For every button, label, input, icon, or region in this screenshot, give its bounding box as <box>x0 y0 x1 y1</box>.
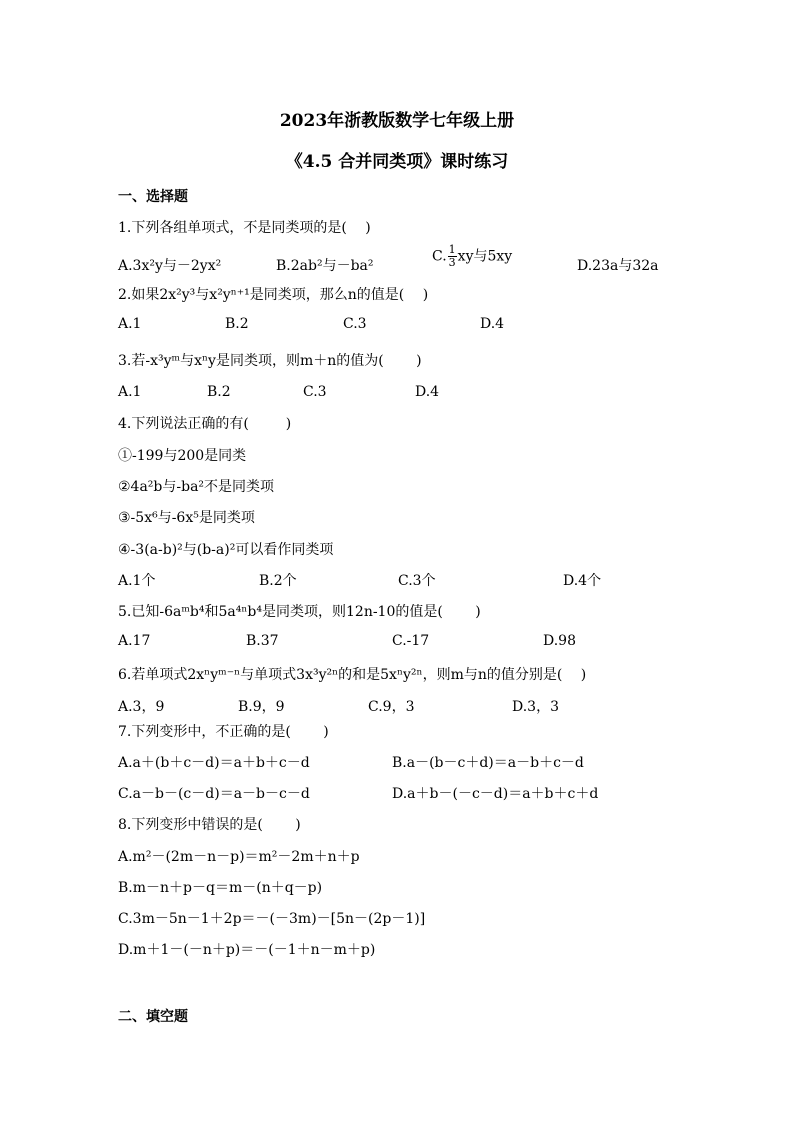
question-2-option-b: B.2 <box>225 316 249 332</box>
question-3-option-c: C.3 <box>303 384 327 400</box>
fraction-numerator: 1 <box>448 243 456 256</box>
fraction-denominator: 3 <box>448 256 456 269</box>
question-8-option-d: D.m＋1－(－n＋p)＝－(－1＋n－m＋p) <box>118 942 376 958</box>
question-7-option-d: D.a＋b－(－c－d)＝a＋b＋c＋d <box>392 786 599 802</box>
question-8-stem: 8.下列变形中错误的是( ) <box>118 817 301 833</box>
question-7-option-a: A.a＋(b＋c－d)＝a＋b＋c－d <box>118 755 310 771</box>
question-4-option-b: B.2个 <box>259 573 297 589</box>
question-4-option-c: C.3个 <box>398 573 436 589</box>
question-6-option-a: A.3，9 <box>118 699 165 715</box>
question-5-option-c: C.-17 <box>392 633 430 649</box>
question-5-stem: 5.已知-6aᵐb⁴和5a⁴ⁿb⁴是同类项，则12n-10的值是( ) <box>118 604 481 620</box>
question-2-option-a: A.1 <box>118 316 142 332</box>
fraction-one-third <box>448 244 457 269</box>
question-4-statement-2: ②4a²b与-ba²不是同类项 <box>118 479 275 495</box>
question-1-option-d: D.23a与32a <box>577 258 659 274</box>
question-1-option-b: B.2ab²与－ba² <box>276 258 374 274</box>
section-heading-fill-blank: 二、填空题 <box>118 1009 188 1025</box>
question-2-option-d: D.4 <box>480 316 505 332</box>
question-6-option-d: D.3，3 <box>512 699 559 715</box>
question-7-option-c: C.a－b－(c－d)＝a－b－c－d <box>118 786 310 802</box>
option-c-suffix: xy与5xy <box>457 248 513 265</box>
question-3-stem: 3.若-x³yᵐ与xⁿy是同类项，则m＋n的值为( ) <box>118 353 422 369</box>
section-heading-choice: 一、选择题 <box>118 189 188 205</box>
question-4-statement-1: ①-199与200是同类 <box>118 448 247 464</box>
question-8-option-c: C.3m－5n－1＋2p＝－(－3m)－[5n－(2p－1)] <box>118 911 426 927</box>
question-4-stem: 4.下列说法正确的有( ) <box>118 416 292 432</box>
question-6-stem: 6.若单项式2xⁿyᵐ⁻ⁿ与单项式3x³y²ⁿ的和是5xⁿy²ⁿ，则m与n的值分别是( ) <box>118 667 587 683</box>
document-title: 2023年浙教版数学七年级上册 <box>279 111 515 131</box>
option-c-prefix: C. <box>432 248 447 265</box>
question-3-option-b: B.2 <box>207 384 231 400</box>
question-7-option-b: B.a－(b－c＋d)＝a－b＋c－d <box>392 755 584 771</box>
question-8-option-a: A.m²－(2m－n－p)＝m²－2m＋n＋p <box>118 849 360 865</box>
document-subtitle: 《4.5 合并同类项》课时练习 <box>285 152 509 172</box>
question-7-stem: 7.下列变形中，不正确的是( ) <box>118 724 329 740</box>
question-6-option-b: B.9，9 <box>238 699 285 715</box>
question-5-option-b: B.37 <box>246 633 279 649</box>
question-3-option-d: D.4 <box>415 384 440 400</box>
question-3-option-a: A.1 <box>118 384 142 400</box>
question-4-option-d: D.4个 <box>563 573 602 589</box>
question-1-option-a: A.3x²y与－2yx² <box>118 258 222 274</box>
question-1-option-c <box>432 244 512 269</box>
question-4-option-a: A.1个 <box>118 573 156 589</box>
question-4-statement-3: ③-5x⁶与-6x⁵是同类项 <box>118 510 255 526</box>
question-8-option-b: B.m－n＋p－q＝m－(n＋q－p) <box>118 880 323 896</box>
question-2-stem: 2.如果2x²y³与x²yⁿ⁺¹是同类项，那么n的值是( ) <box>118 287 429 303</box>
question-1-stem: 1.下列各组单项式，不是同类项的是( ) <box>118 220 371 236</box>
question-6-option-c: C.9，3 <box>368 699 415 715</box>
question-5-option-d: D.98 <box>543 633 576 649</box>
question-5-option-a: A.17 <box>118 633 151 649</box>
question-2-option-c: C.3 <box>343 316 367 332</box>
question-4-statement-4: ④-3(a-b)²与(b-a)²可以看作同类项 <box>118 542 334 558</box>
